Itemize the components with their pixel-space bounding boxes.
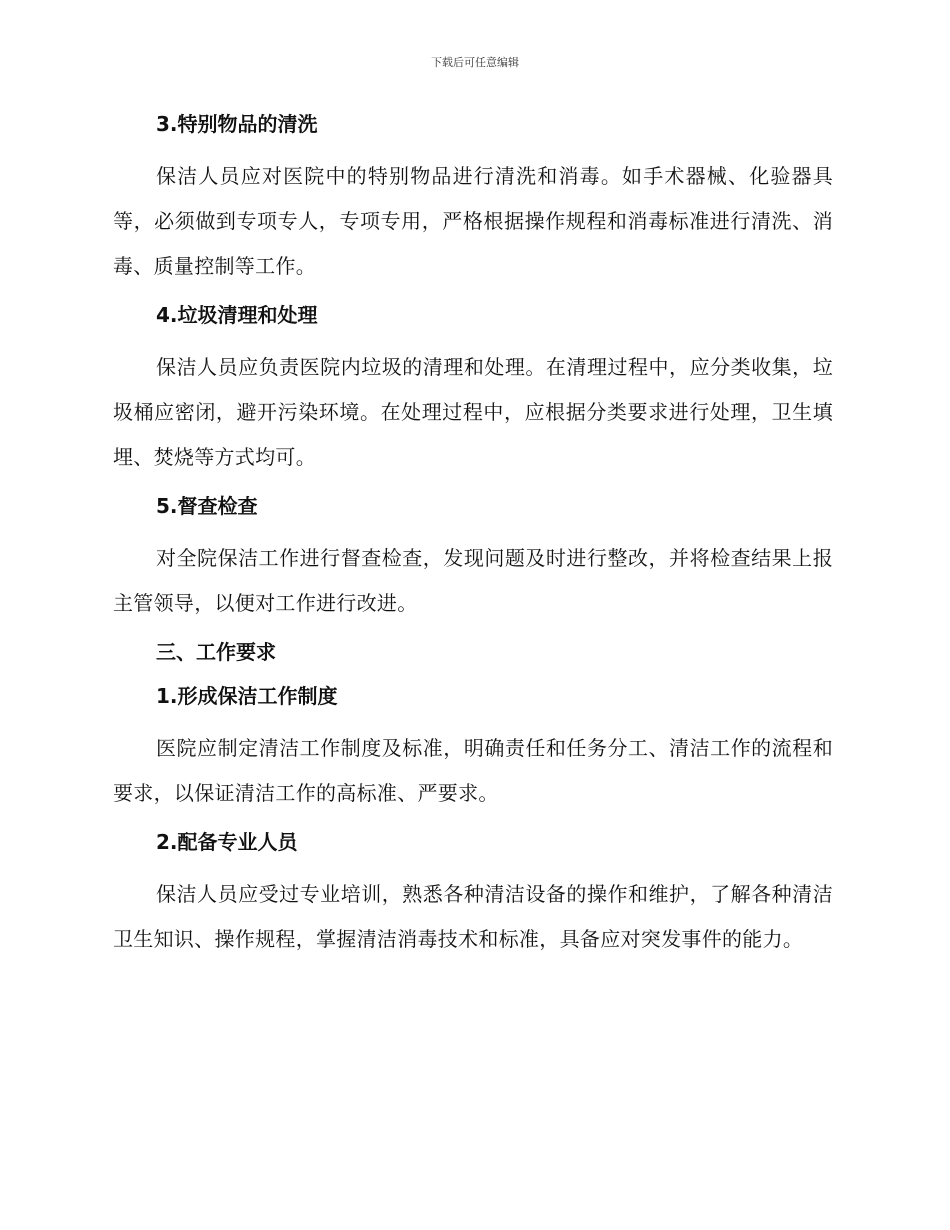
section-heading: 3.特别物品的清洗 bbox=[156, 112, 318, 136]
section-heading: 4.垃圾清理和处理 bbox=[156, 303, 318, 327]
section-paragraph: 保洁人员应对医院中的特别物品进行清洗和消毒。如手术器械、化验器具等，必须做到专项专人，专项专用，严格根据操作规程和消毒标准进行清洗、消毒、质量控制等工作。 bbox=[113, 164, 833, 278]
chapter-heading: 三、工作要求 bbox=[156, 640, 276, 664]
section-paragraph: 对全院保洁工作进行督查检查，发现问题及时进行整改，并将检查结果上报主管领导，以便对工作进行改进。 bbox=[113, 546, 833, 615]
header-note: 下载后可任意编辑 bbox=[431, 56, 519, 69]
section-heading: 5.督查检查 bbox=[156, 494, 258, 518]
section-paragraph: 医院应制定清洁工作制度及标准，明确责任和任务分工、清洁工作的流程和要求，以保证清洁工作的高标准、严要求。 bbox=[113, 736, 833, 805]
document-body bbox=[113, 110, 833, 974]
section-heading: 1.形成保洁工作制度 bbox=[156, 684, 338, 708]
section-heading: 2.配备专业人员 bbox=[156, 830, 298, 854]
section-paragraph: 保洁人员应受过专业培训，熟悉各种清洁设备的操作和维护，了解各种清洁卫生知识、操作规程，掌握清洁消毒技术和标准，具备应对突发事件的能力。 bbox=[113, 882, 833, 951]
section-paragraph: 保洁人员应负责医院内垃圾的清理和处理。在清理过程中，应分类收集，垃圾桶应密闭，避开污染环境。在处理过程中，应根据分类要求进行处理，卫生填埋、焚烧等方式均可。 bbox=[113, 355, 833, 469]
